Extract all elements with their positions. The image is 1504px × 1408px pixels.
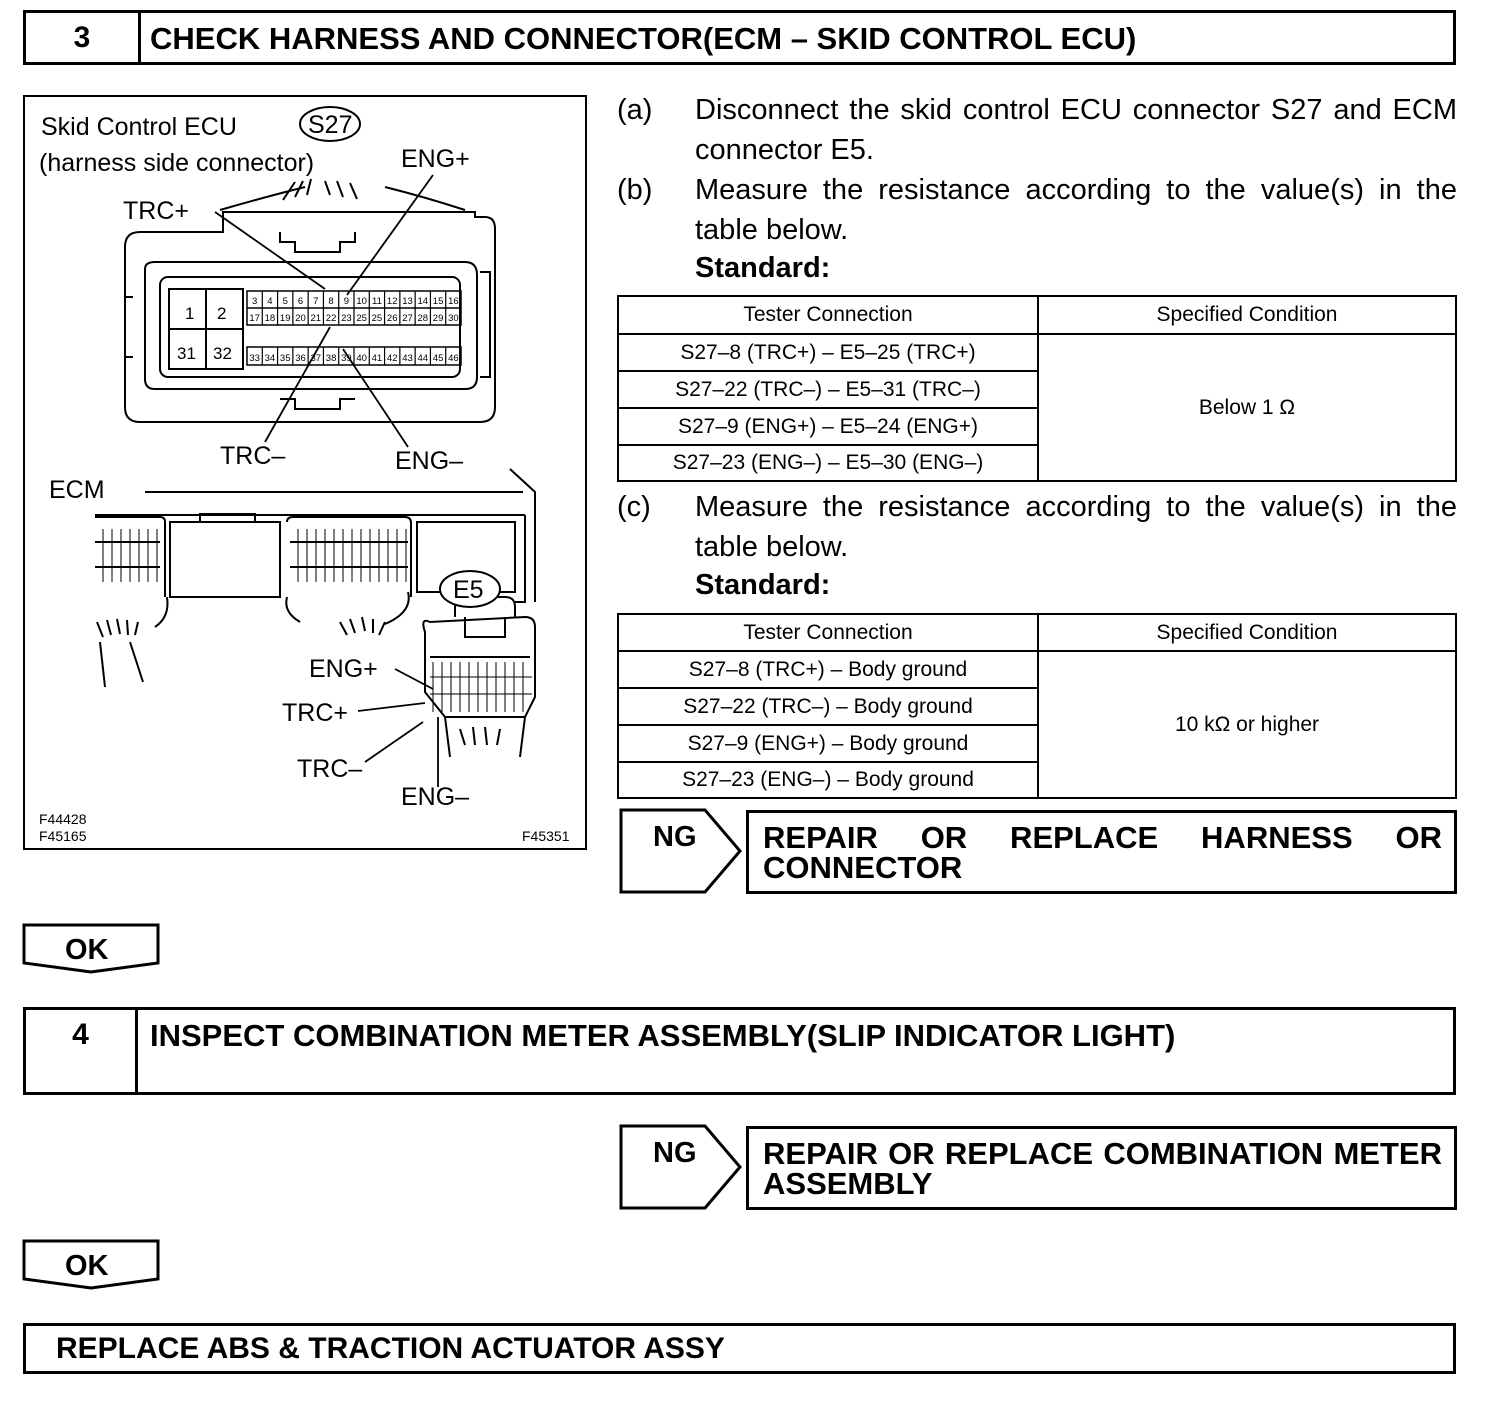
pin-31: 31 [177, 344, 196, 363]
pin-number: 3 [251, 296, 258, 307]
standard-label-2: Standard: [695, 569, 831, 601]
pin-number: 6 [297, 296, 304, 307]
table2-condition: 10 kΩ or higher [1038, 651, 1456, 798]
resistance-table-2 [617, 613, 1457, 799]
table2-header-condition: Specified Condition [1038, 614, 1456, 651]
instruction-b-label: (b) [617, 174, 653, 206]
pin-1: 1 [185, 304, 195, 323]
pin-number: 23 [341, 313, 352, 324]
step-4-header [23, 1007, 1456, 1095]
diagram-drawing [25, 97, 585, 848]
e5-eng-minus-label: ENG– [401, 783, 470, 811]
table1-row: S27–8 (TRC+) – E5–25 (TRC+) [618, 334, 1038, 371]
ecm-label: ECM [49, 476, 105, 504]
figure-code-a: F44428 [39, 811, 87, 827]
pin-number: 40 [356, 353, 367, 364]
pin-number: 26 [386, 313, 398, 324]
ok-arrow-2 [22, 1239, 162, 1291]
step-title: INSPECT COMBINATION METER ASSEMBLY(SLIP INDICATOR LIGHT) [150, 1018, 1176, 1053]
table1-header-connection: Tester Connection [618, 296, 1038, 334]
trc-plus-label: TRC+ [123, 197, 189, 225]
pin-number: 9 [343, 296, 350, 307]
step-3-header [23, 10, 1456, 65]
instruction-b [617, 170, 1457, 250]
eng-minus-label: ENG– [395, 447, 464, 475]
pin-number: 21 [310, 313, 322, 324]
pin-number: 19 [279, 313, 291, 324]
pin-number: 17 [249, 313, 260, 324]
eng-plus-label: ENG+ [401, 145, 470, 173]
pin-number: 33 [249, 353, 260, 364]
pin-number: 4 [267, 296, 273, 307]
pin-number: 7 [313, 296, 319, 307]
final-action-text: REPLACE ABS & TRACTION ACTUATOR ASSY [56, 1332, 725, 1365]
instruction-c-label: (c) [617, 491, 651, 523]
e5-eng-plus-label: ENG+ [309, 655, 378, 683]
table1-row: S27–22 (TRC–) – E5–31 (TRC–) [618, 371, 1038, 408]
pin-number: 16 [448, 296, 459, 307]
trc-minus-label: TRC– [220, 442, 286, 470]
pin-number: 27 [402, 313, 413, 324]
e5-trc-minus-label: TRC– [297, 755, 363, 783]
ok-label-2: OK [65, 1250, 109, 1282]
pin-2: 2 [217, 304, 227, 323]
table2-row: S27–22 (TRC–) – Body ground [618, 688, 1038, 725]
pin-number: 30 [448, 313, 459, 324]
pin-number: 10 [356, 296, 367, 307]
pin-number: 11 [371, 296, 382, 307]
resistance-table-1 [617, 295, 1457, 482]
pin-number: 12 [386, 296, 398, 307]
table2-row: S27–9 (ENG+) – Body ground [618, 725, 1038, 762]
figure-code-b: F45165 [39, 828, 87, 844]
pin-number: 35 [279, 353, 291, 364]
pin-number: 29 [432, 313, 444, 324]
instruction-b-text: Measure the resistance according to the value(s) in the table below. [695, 174, 1457, 246]
pin-32: 32 [213, 344, 232, 363]
ng-action-1: REPAIR OR REPLACE HARNESS OR CONNECTOR [746, 810, 1457, 894]
pin-number: 46 [448, 353, 459, 364]
instruction-a [617, 90, 1457, 170]
pin-number: 41 [371, 353, 383, 364]
pin-number: 22 [325, 313, 337, 324]
ng-arrow-2 [619, 1124, 743, 1210]
skid-ecu-sublabel: (harness side connector) [39, 149, 315, 177]
skid-ecu-label: Skid Control ECU [41, 113, 237, 141]
table2-header-connection: Tester Connection [618, 614, 1038, 651]
table1-condition: Below 1 Ω [1038, 334, 1456, 481]
table2-row: S27–8 (TRC+) – Body ground [618, 651, 1038, 688]
ok-label-1: OK [65, 934, 109, 966]
pin-number: 15 [432, 296, 444, 307]
connector-diagram [23, 95, 587, 850]
final-action [23, 1323, 1456, 1374]
pin-number: 13 [402, 296, 413, 307]
e5-trc-plus-label: TRC+ [282, 699, 348, 727]
pin-number: 44 [417, 353, 429, 364]
step-title: CHECK HARNESS AND CONNECTOR(ECM – SKID CONTROL ECU) [150, 21, 1137, 56]
pin-number: 34 [264, 353, 276, 364]
instruction-c-text: Measure the resistance according to the value(s) in the table below. [695, 491, 1457, 563]
figure-code-c: F45351 [522, 828, 570, 844]
e5-badge: E5 [453, 576, 484, 604]
pin-number: 25 [356, 313, 367, 324]
step-number: 3 [26, 13, 141, 62]
table1-row: S27–23 (ENG–) – E5–30 (ENG–) [618, 445, 1038, 481]
instruction-c [617, 487, 1457, 567]
table1-header-condition: Specified Condition [1038, 296, 1456, 334]
table2-row: S27–23 (ENG–) – Body ground [618, 762, 1038, 798]
pin-number: 39 [341, 353, 352, 364]
pin-number: 18 [264, 313, 276, 324]
instruction-a-label: (a) [617, 94, 653, 126]
pin-number: 14 [417, 296, 429, 307]
step-number: 4 [26, 1010, 138, 1092]
pin-number: 20 [295, 313, 306, 324]
instruction-a-text: Disconnect the skid control ECU connector S27 and ECM connector E5. [695, 94, 1457, 166]
pin-number: 42 [386, 353, 398, 364]
pin-number: 45 [432, 353, 444, 364]
pin-number: 38 [325, 353, 337, 364]
ng-action-2: REPAIR OR REPLACE COMBINATION METER ASSEMBLY [746, 1126, 1457, 1210]
pin-number: 5 [282, 296, 288, 307]
ng-arrow-1 [619, 808, 743, 894]
standard-label-1: Standard: [695, 252, 831, 284]
pin-number: 25 [371, 313, 383, 324]
ok-arrow-1 [22, 923, 162, 975]
pin-number: 36 [295, 353, 306, 364]
ng-label-1: NG [653, 821, 697, 853]
table1-row: S27–9 (ENG+) – E5–24 (ENG+) [618, 408, 1038, 445]
pin-number: 8 [328, 296, 334, 307]
ng-label-2: NG [653, 1137, 697, 1169]
pin-number: 28 [417, 313, 429, 324]
pin-number: 37 [310, 353, 322, 364]
s27-badge: S27 [308, 111, 353, 139]
pin-number: 43 [402, 353, 413, 364]
